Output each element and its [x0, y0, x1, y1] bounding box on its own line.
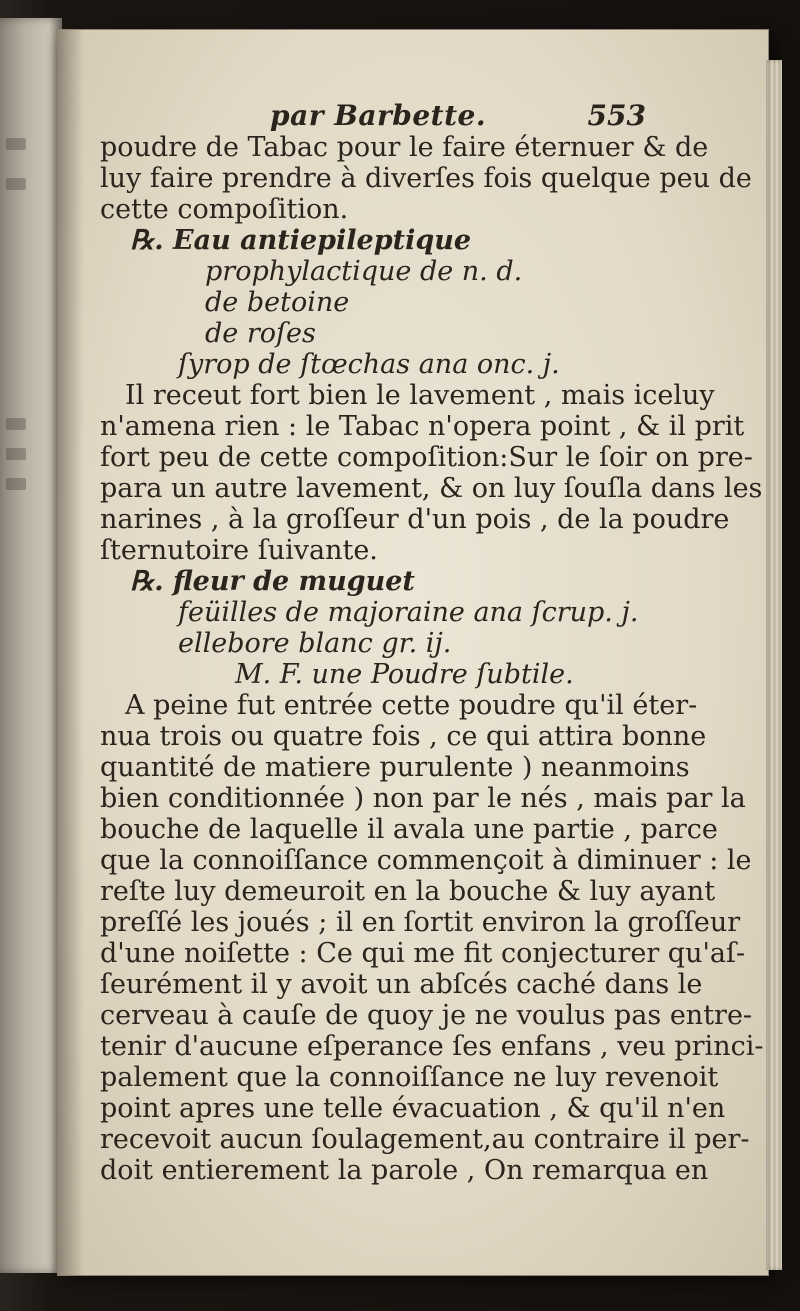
- facing-page-edge: [0, 18, 62, 1273]
- paragraph: [100, 380, 763, 566]
- text-line: que la connoiſſance commençoit à diminuer : le: [100, 845, 752, 876]
- facing-page-ghost-mark: [6, 448, 26, 460]
- recipe-line: de roſes: [205, 318, 316, 349]
- recipe-line: ℞. fleur de muguet: [130, 566, 415, 597]
- paragraph: [100, 690, 764, 1186]
- text-line: reſte luy demeuroit en la bouche & luy ayant: [100, 876, 716, 907]
- paragraph: [100, 132, 752, 225]
- recipe-line: prophylactique de n. d.: [205, 256, 523, 287]
- text-line: nua trois ou quatre fois , ce qui attira bonne: [100, 721, 707, 752]
- recipe-line: ſyrop de ſtœchas ana onc. j.: [178, 349, 560, 380]
- text-line: tenir d'aucune eſperance ſes enfans , veu princi-: [100, 1031, 764, 1062]
- page-number: 553: [587, 99, 646, 132]
- page-stack-edge: [766, 60, 782, 1270]
- page-gutter-shadow: [58, 30, 84, 1275]
- text-line: cette compoſition.: [100, 194, 349, 225]
- text-line: fort peu de cette compoſition:Sur le ſoir on pre-: [100, 442, 753, 473]
- recipe-line: ellebore blanc gr. ij.: [178, 628, 452, 659]
- text-line: preſſé les joués ; il en ſortit environ la groſſeur: [100, 907, 741, 938]
- text-line: doit entierement la parole , On remarqua en: [100, 1155, 709, 1186]
- text-line: bouche de laquelle il avala une partie , parce: [100, 814, 718, 845]
- recipe-line: ℞. Eau antiepileptique: [130, 225, 472, 256]
- text-line: A peine fut entrée cette poudre qu'il éter-: [125, 690, 698, 721]
- recipe-line: feüilles de majoraine ana ſcrup. j.: [178, 597, 639, 628]
- text-line: cerveau à cauſe de quoy je ne voulus pas entre-: [100, 1000, 753, 1031]
- text-line: para un autre lavement, & on luy ſouſla dans les: [100, 473, 763, 504]
- recipe: [100, 225, 640, 380]
- recipe-line: de betoine: [205, 287, 350, 318]
- running-head: par Barbette.: [270, 99, 487, 132]
- text-line: recevoit aucun ſoulagement,au contraire il per-: [100, 1124, 750, 1155]
- text-line: palement que la connoiſſance ne luy revenoit: [100, 1062, 719, 1093]
- text-line: n'amena rien : le Tabac n'opera point , & il prit: [100, 411, 745, 442]
- text-line: ſternutoire ſuivante.: [100, 535, 378, 566]
- recipe: [100, 566, 640, 690]
- text-line: ſeurément il y avoit un abſcés caché dans le: [100, 969, 703, 1000]
- facing-page-ghost-mark: [6, 478, 26, 490]
- facing-page-ghost-mark: [6, 178, 26, 190]
- text-line: bien conditionnée ) non par le nés , mais par la: [100, 783, 746, 814]
- text-line: Il receut fort bien le lavement , mais iceluy: [125, 380, 715, 411]
- text-line: luy faire prendre à diverſes fois quelque peu de: [100, 163, 752, 194]
- text-line: d'une noiſette : Ce qui me fit conjecturer qu'aſ-: [100, 938, 746, 969]
- facing-page-ghost-mark: [6, 418, 26, 430]
- recipe-line: M. F. une Poudre ſubtile.: [235, 659, 574, 690]
- text-line: poudre de Tabac pour le faire éternuer & de: [100, 132, 709, 163]
- text-line: quantité de matiere purulente ) neanmoins: [100, 752, 690, 783]
- facing-page-ghost-mark: [6, 138, 26, 150]
- page-text: [100, 99, 764, 1186]
- page-header: [100, 99, 646, 132]
- text-line: narines , à la groſſeur d'un pois , de la poudre: [100, 504, 730, 535]
- text-line: point apres une telle évacuation , & qu'il n'en: [100, 1093, 726, 1124]
